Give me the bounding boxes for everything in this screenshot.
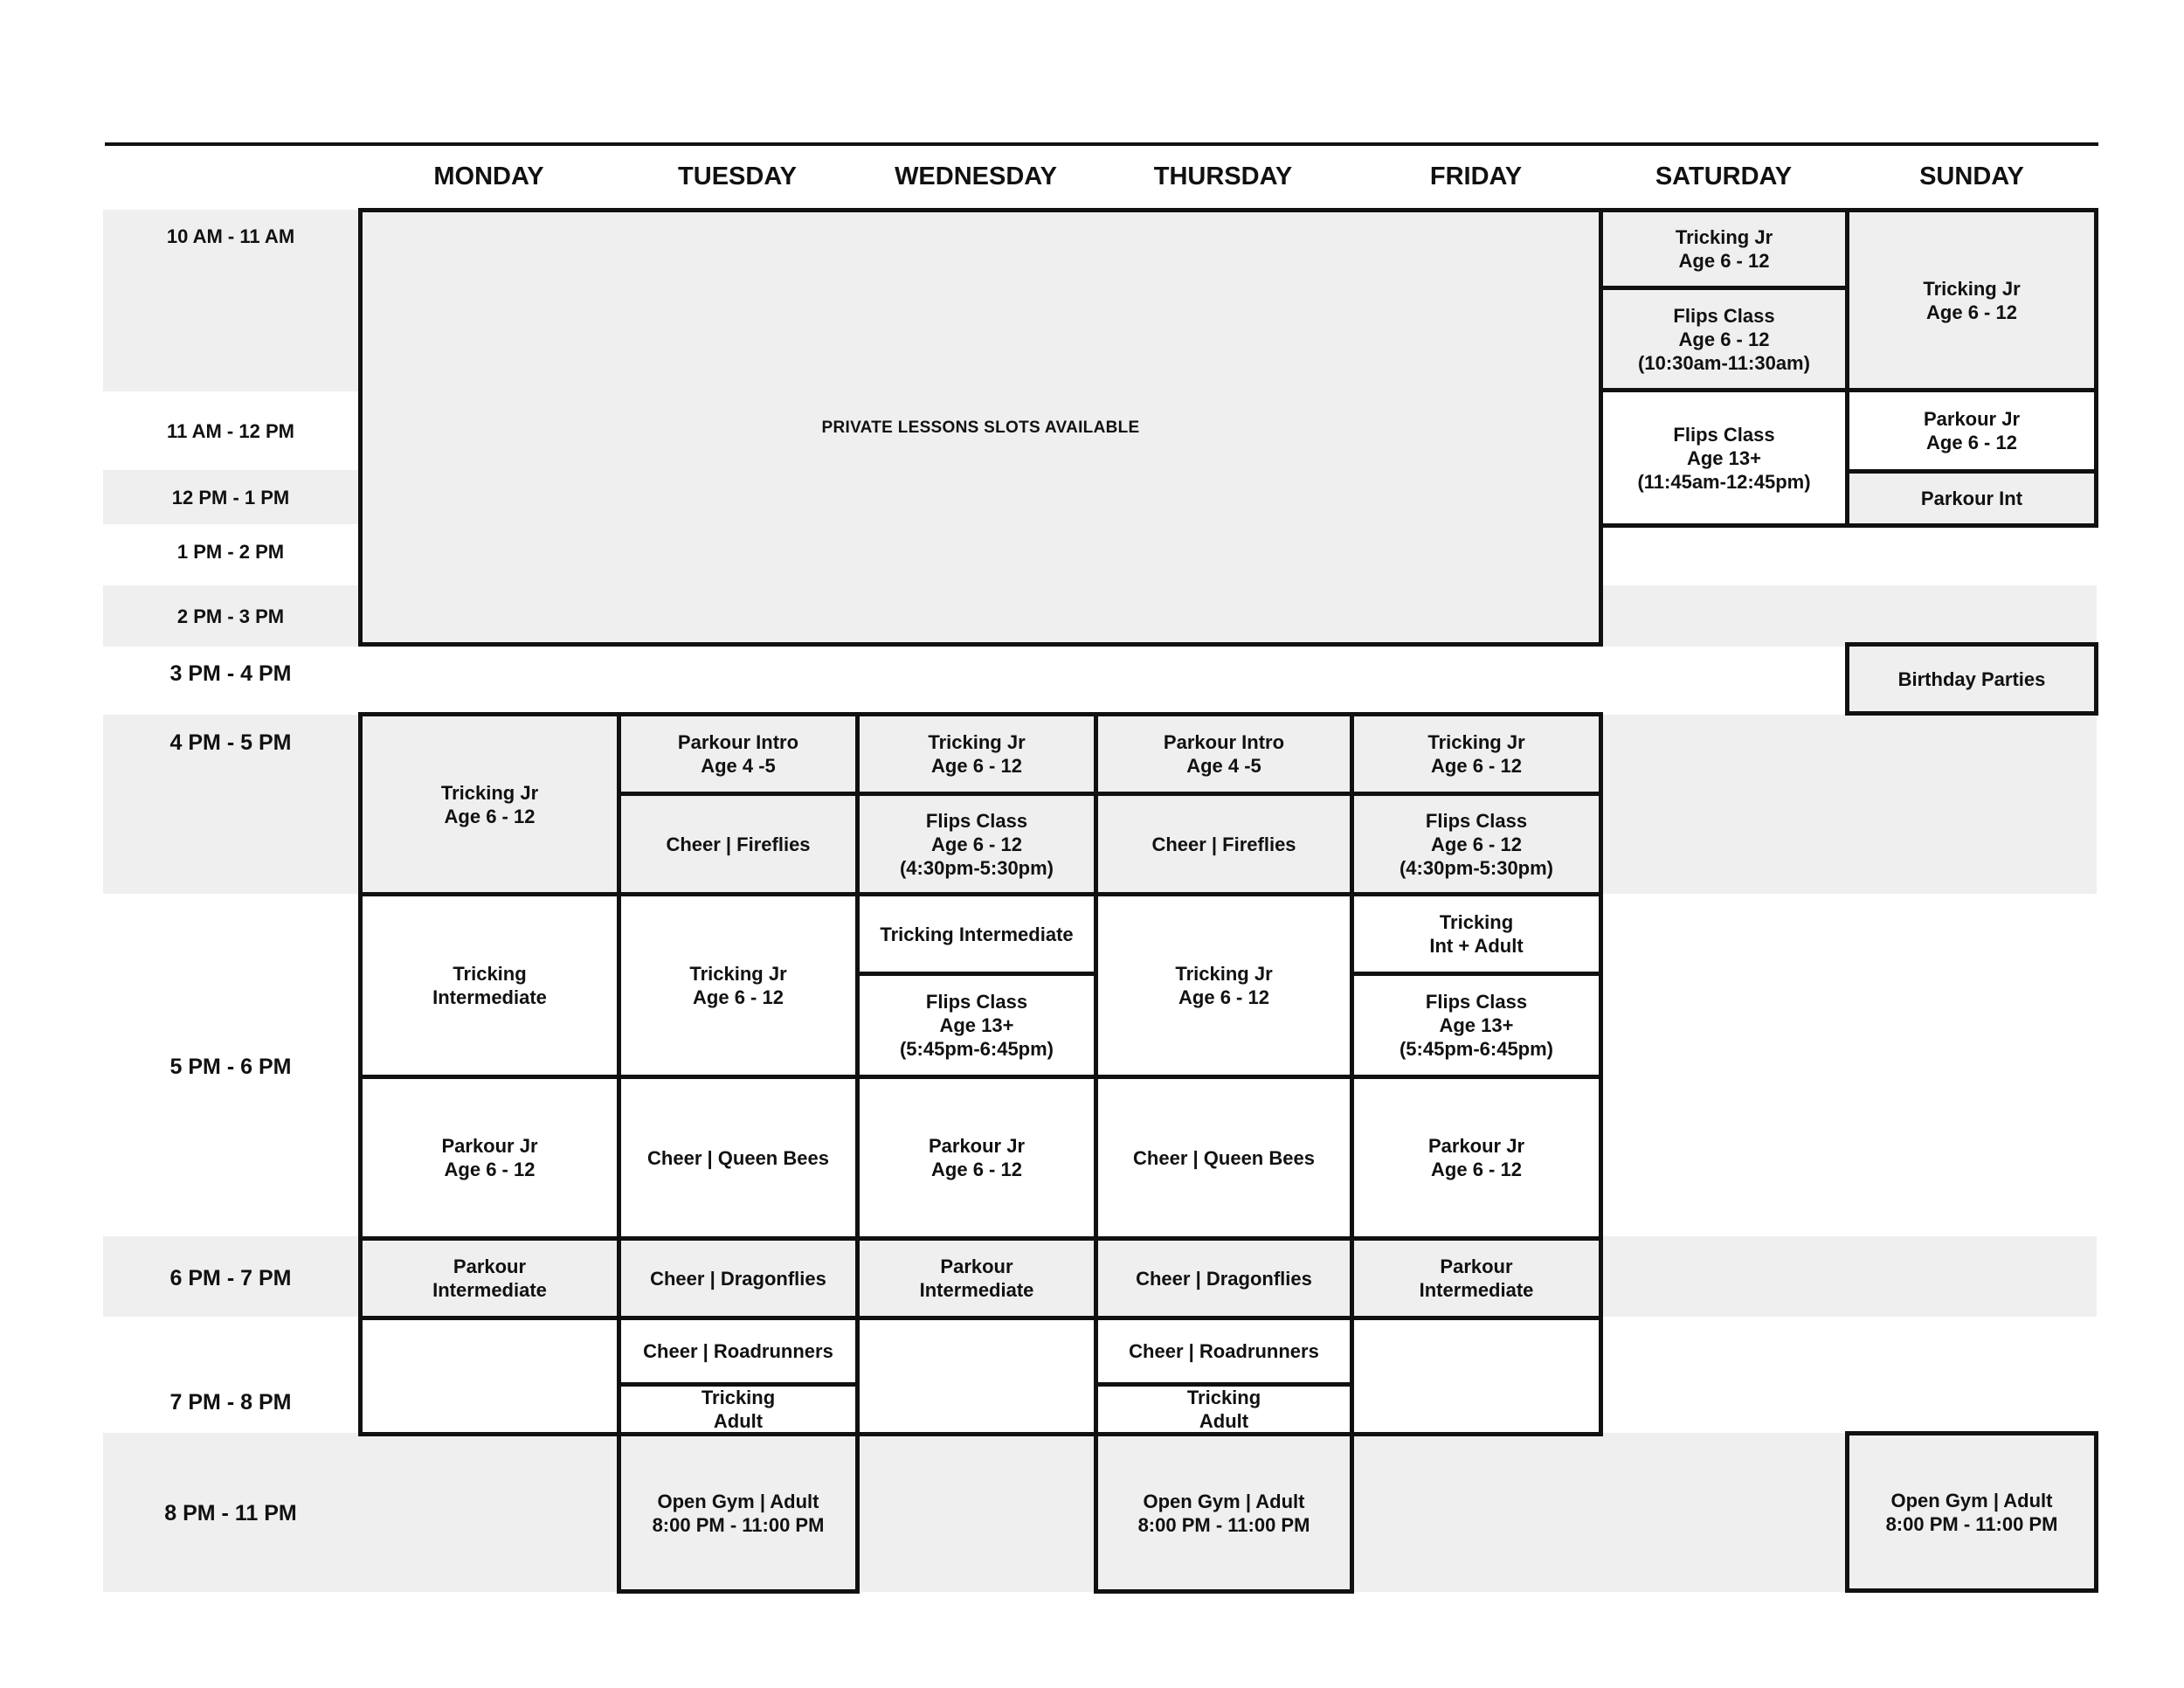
class-label: Parkour Intermediate [919, 1256, 1034, 1301]
class-cell [358, 892, 621, 1079]
class-cell [855, 712, 1098, 796]
class-label: Tricking Jr Age 6 - 12 [928, 731, 1026, 777]
class-cell [1094, 1432, 1354, 1594]
class-label: Tricking Adult [1186, 1387, 1261, 1432]
class-cell [1350, 1075, 1603, 1241]
class-label: Parkour Intermediate [432, 1256, 547, 1301]
time-label: 1 PM - 2 PM [176, 541, 285, 563]
header-rule [105, 142, 2098, 146]
class-cell [855, 1236, 1098, 1320]
class-label: Open Gym | Adult 8:00 PM - 11:00 PM [652, 1490, 825, 1536]
class-label: Open Gym | Adult 8:00 PM - 11:00 PM [1137, 1490, 1310, 1536]
class-label: Tricking Intermediate [432, 963, 547, 1008]
class-label: Tricking Jr Age 6 - 12 [689, 963, 787, 1008]
class-label: Parkour Jr Age 6 - 12 [441, 1135, 538, 1180]
class-cell [617, 1432, 860, 1594]
class-label: Birthday Parties [1897, 668, 2046, 690]
class-label: Flips Class Age 6 - 12 (4:30pm-5:30pm) [899, 809, 1054, 879]
class-label: Tricking Jr Age 6 - 12 [1427, 731, 1525, 777]
class-label: Parkour Jr Age 6 - 12 [1923, 408, 2021, 453]
class-label: Tricking Jr Age 6 - 12 [1175, 963, 1273, 1008]
class-cell [1599, 208, 1849, 290]
class-label: Parkour Int [1920, 488, 2023, 509]
class-label: Cheer | Roadrunners [643, 1340, 833, 1362]
class-cell [617, 892, 860, 1079]
class-cell [617, 1382, 860, 1436]
class-cell [1094, 1075, 1354, 1241]
class-cell [855, 1316, 1098, 1436]
class-label: Parkour Jr Age 6 - 12 [928, 1135, 1026, 1180]
day-header-thursday: THURSDAY [1153, 163, 1293, 190]
time-label: 11 AM - 12 PM [167, 420, 294, 442]
class-label: Open Gym | Adult 8:00 PM - 11:00 PM [1885, 1489, 2058, 1535]
class-cell [358, 1075, 621, 1241]
class-cell [1845, 208, 2098, 392]
time-label: 10 AM - 11 AM [166, 225, 295, 247]
class-cell [855, 892, 1098, 976]
class-cell [617, 1075, 860, 1241]
class-cell [1350, 792, 1603, 896]
class-label: Flips Class Age 13+ (5:45pm-6:45pm) [899, 991, 1054, 1060]
class-label: Flips Class Age 6 - 12 (10:30am-11:30am) [1638, 304, 1810, 374]
class-label: Cheer | Roadrunners [1129, 1340, 1319, 1362]
class-cell [855, 792, 1098, 896]
time-label: 4 PM - 5 PM [169, 730, 292, 755]
class-cell [1350, 1316, 1603, 1436]
class-cell [358, 1236, 621, 1320]
class-label: Parkour Intro Age 4 -5 [677, 731, 799, 777]
class-cell [358, 712, 621, 896]
class-label: Cheer | Dragonflies [1136, 1267, 1312, 1290]
class-cell [1094, 892, 1354, 1079]
class-label: Cheer | Dragonflies [650, 1267, 826, 1290]
class-cell [1845, 469, 2098, 528]
class-label: Parkour Intermediate [1419, 1256, 1534, 1301]
class-label: Cheer | Fireflies [666, 833, 811, 855]
class-cell [1094, 1382, 1354, 1436]
class-cell [1599, 388, 1849, 528]
class-label: Flips Class Age 6 - 12 (4:30pm-5:30pm) [1399, 809, 1554, 879]
day-header-sunday: SUNDAY [1919, 163, 2024, 190]
private-lessons-label: PRIVATE LESSONS SLOTS AVAILABLE [821, 418, 1140, 437]
time-label: 8 PM - 11 PM [164, 1501, 297, 1525]
class-cell [1094, 1316, 1354, 1387]
class-cell [1845, 642, 2098, 716]
class-label: Cheer | Queen Bees [1133, 1146, 1315, 1169]
class-label: Parkour Intro Age 4 -5 [1163, 731, 1285, 777]
class-cell [617, 1236, 860, 1320]
class-label: Cheer | Queen Bees [647, 1146, 829, 1169]
time-label: 2 PM - 3 PM [176, 605, 285, 627]
day-header-wednesday: WEDNESDAY [895, 163, 1057, 190]
class-label: Tricking Jr Age 6 - 12 [440, 781, 539, 827]
time-label: 12 PM - 1 PM [171, 487, 290, 508]
class-cell [1094, 712, 1354, 796]
day-header-saturday: SATURDAY [1655, 163, 1793, 190]
time-label: 5 PM - 6 PM [169, 1055, 292, 1079]
class-label: Tricking Jr Age 6 - 12 [1675, 226, 1773, 272]
class-cell [617, 792, 860, 896]
class-cell [855, 972, 1098, 1079]
class-label: Flips Class Age 13+ (5:45pm-6:45pm) [1399, 991, 1554, 1060]
class-cell [1094, 792, 1354, 896]
time-label: 6 PM - 7 PM [169, 1266, 292, 1290]
class-cell [1845, 388, 2098, 474]
class-label: Tricking Intermediate [880, 923, 1074, 945]
class-cell [1094, 1236, 1354, 1320]
class-cell [855, 1075, 1098, 1241]
class-cell [358, 1316, 621, 1436]
class-cell [1350, 712, 1603, 796]
class-label: Parkour Jr Age 6 - 12 [1427, 1135, 1525, 1180]
class-cell [617, 712, 860, 796]
time-label: 3 PM - 4 PM [169, 661, 292, 686]
class-label: Tricking Adult [701, 1387, 776, 1432]
class-cell [1845, 1431, 2098, 1593]
class-label: Tricking Jr Age 6 - 12 [1923, 277, 2021, 323]
day-header-monday: MONDAY [433, 163, 544, 190]
class-cell [617, 1316, 860, 1387]
day-header-friday: FRIDAY [1429, 163, 1523, 190]
class-label: Tricking Int + Adult [1429, 911, 1524, 957]
class-cell [1350, 972, 1603, 1079]
class-label: Flips Class Age 13+ (11:45am-12:45pm) [1637, 423, 1811, 493]
class-label: Cheer | Fireflies [1151, 833, 1296, 855]
class-cell [1350, 892, 1603, 976]
private-lessons-block [358, 208, 1603, 647]
day-header-tuesday: TUESDAY [678, 163, 797, 190]
class-cell [1350, 1236, 1603, 1320]
class-cell [1599, 286, 1849, 392]
time-label: 7 PM - 8 PM [169, 1390, 292, 1415]
